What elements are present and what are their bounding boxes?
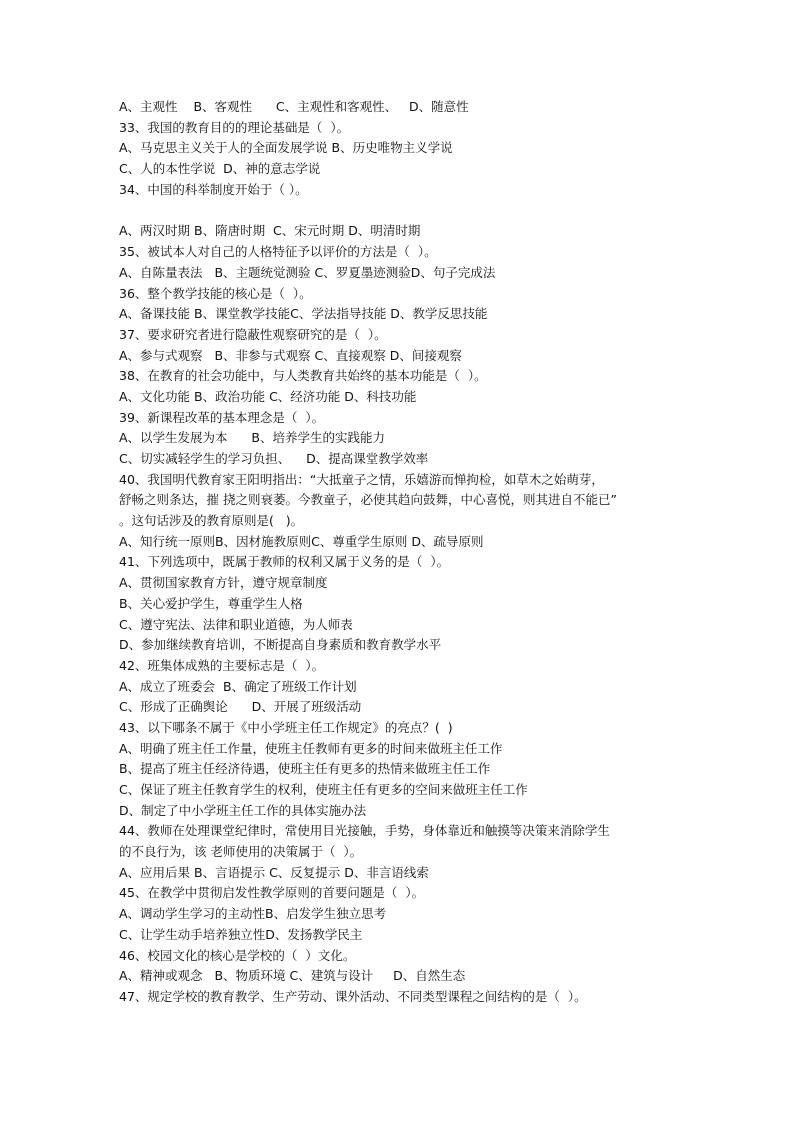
answer-options-q39-ab: A、以学生发展为本 B、培养学生的实践能力 [119, 430, 385, 446]
question-35: 35、被试本人对自己的人格特征予以评价的方法是（ ）。 [119, 244, 437, 260]
question-42: 42、班集体成熟的主要标志是（ ）。 [119, 657, 325, 673]
answer-options-q32: A、主观性 B、客观性 C、主观性和客观性、 D、随意性 [119, 99, 469, 114]
question-45: 45、在教学中贯彻启发性教学原则的首要问题是（ ）。 [119, 885, 425, 901]
answer-options-q44: A、应用后果 B、言语提示 C、反复提示 D、非言语线索 [119, 864, 429, 880]
answer-options-q38: A、文化功能 B、政治功能 C、经济功能 D、科技功能 [119, 388, 417, 404]
question-36: 36、整个教学技能的核心是（ ）。 [119, 285, 312, 301]
answer-options-q42-ab: A、成立了班委会 B、确定了班级工作计划 [119, 678, 357, 694]
answer-options-q33-ab: A、马克思主义关于人的全面发展学说 B、历史唯物主义学说 [119, 140, 453, 156]
answer-options-q40: A、知行统一原则B、因材施教原则C、尊重学生原则 D、疏导原则 [119, 533, 484, 549]
blank-line [119, 200, 679, 221]
answer-option-q41-a: A、贯彻国家教育方针，遵守规章制度 [119, 575, 328, 591]
answer-options-q46: A、精神或观念 B、物质环境 C、建筑与设计 D、自然生态 [119, 968, 466, 984]
question-47: 47、规定学校的教育教学、生产劳动、课外活动、不同类型课程之间结构的是（ ）。 [119, 988, 587, 1004]
answer-option-q41-d: D、参加继续教育培训，不断提高自身素质和教育教学水平 [119, 637, 442, 653]
question-46: 46、校园文化的核心是学校的（ ）文化。 [119, 947, 356, 963]
answer-options-q37: A、参与式观察 B、非参与式观察 C、直接观察 D、间接观察 [119, 347, 462, 363]
answer-option-q43-c: C、保证了班主任教育学生的权利，使班主任有更多的空间来做班主任工作 [119, 782, 528, 797]
answer-options-q39-cd: C、切实减轻学生的学习负担、 D、提高课堂教学效率 [119, 451, 429, 466]
answer-options-q34: A、两汉时期 B、隋唐时期 C、宋元时期 D、明清时期 [119, 223, 421, 239]
answer-options-q45-cd: C、让学生动手培养独立性D、发扬教学民主 [119, 926, 363, 942]
answer-option-q41-b: B、关心爱护学生，尊重学生人格 [119, 595, 303, 611]
question-41: 41、下列选项中，既属于教师的权利又属于义务的是（ ）。 [119, 554, 450, 570]
answer-options-q33-cd: C、人的本性学说 D、神的意志学说 [119, 161, 321, 177]
answer-option-q43-b: B、提高了班主任经济待遇，使班主任有更多的热情来做班主任工作 [119, 761, 491, 777]
question-40-part1: 40、我国明代教育家王阳明指出：“大抵童子之情，乐嬉游而惮拘检，如草木之始萌芽， [119, 471, 604, 487]
question-38: 38、在教育的社会功能中，与人类教育共始终的基本功能是（ ）。 [119, 368, 487, 384]
answer-option-q43-d: D、制定了中小学班主任工作的具体实施办法 [119, 802, 367, 818]
question-34: 34、中国的科举制度开始于（ ）。 [119, 181, 308, 197]
question-39: 39、新课程改革的基本理念是（ ）。 [119, 409, 325, 425]
answer-option-q43-a: A、明确了班主任工作量，使班主任教师有更多的时间来做班主任工作 [119, 740, 503, 756]
answer-options-q45-ab: A、调动学生学习的主动性B、启发学生独立思考 [119, 906, 387, 922]
question-44-part1: 44、教师在处理课堂纪律时，常使用目光接触，手势，身体靠近和触摸等决策来消除学生 [119, 823, 610, 839]
exam-question-text [119, 97, 679, 1008]
question-33: 33、我国的教育目的的理论基础是（ ）。 [119, 119, 350, 135]
answer-options-q36: A、备课技能 B、课堂教学技能C、学法指导技能 D、教学反思技能 [119, 306, 488, 322]
question-40-part2: 舒畅之则条达，摧 挠之则衰萎。今教童子，必使其趋向鼓舞，中心喜悦，则其进自不能已” [119, 492, 617, 508]
answer-options-q35: A、自陈量表法 B、主题统觉测验 C、罗夏墨迹测验D、句子完成法 [119, 264, 496, 280]
answer-options-q42-cd: C、形成了正确舆论 D、开展了班级活动 [119, 699, 362, 715]
question-43: 43、以下哪条不属于《中小学班主任工作规定》的亮点？( ) [119, 719, 453, 735]
question-44-part2: 的不良行为，该 老师使用的决策属于（ ）。 [119, 844, 363, 860]
answer-option-q41-c: C、遵守宪法、法律和职业道德，为人师表 [119, 616, 353, 632]
question-40-part3: 。这句话涉及的教育原则是( )。 [119, 513, 304, 529]
question-37: 37、要求研究者进行隐蔽性观察研究的是（ ）。 [119, 326, 387, 342]
